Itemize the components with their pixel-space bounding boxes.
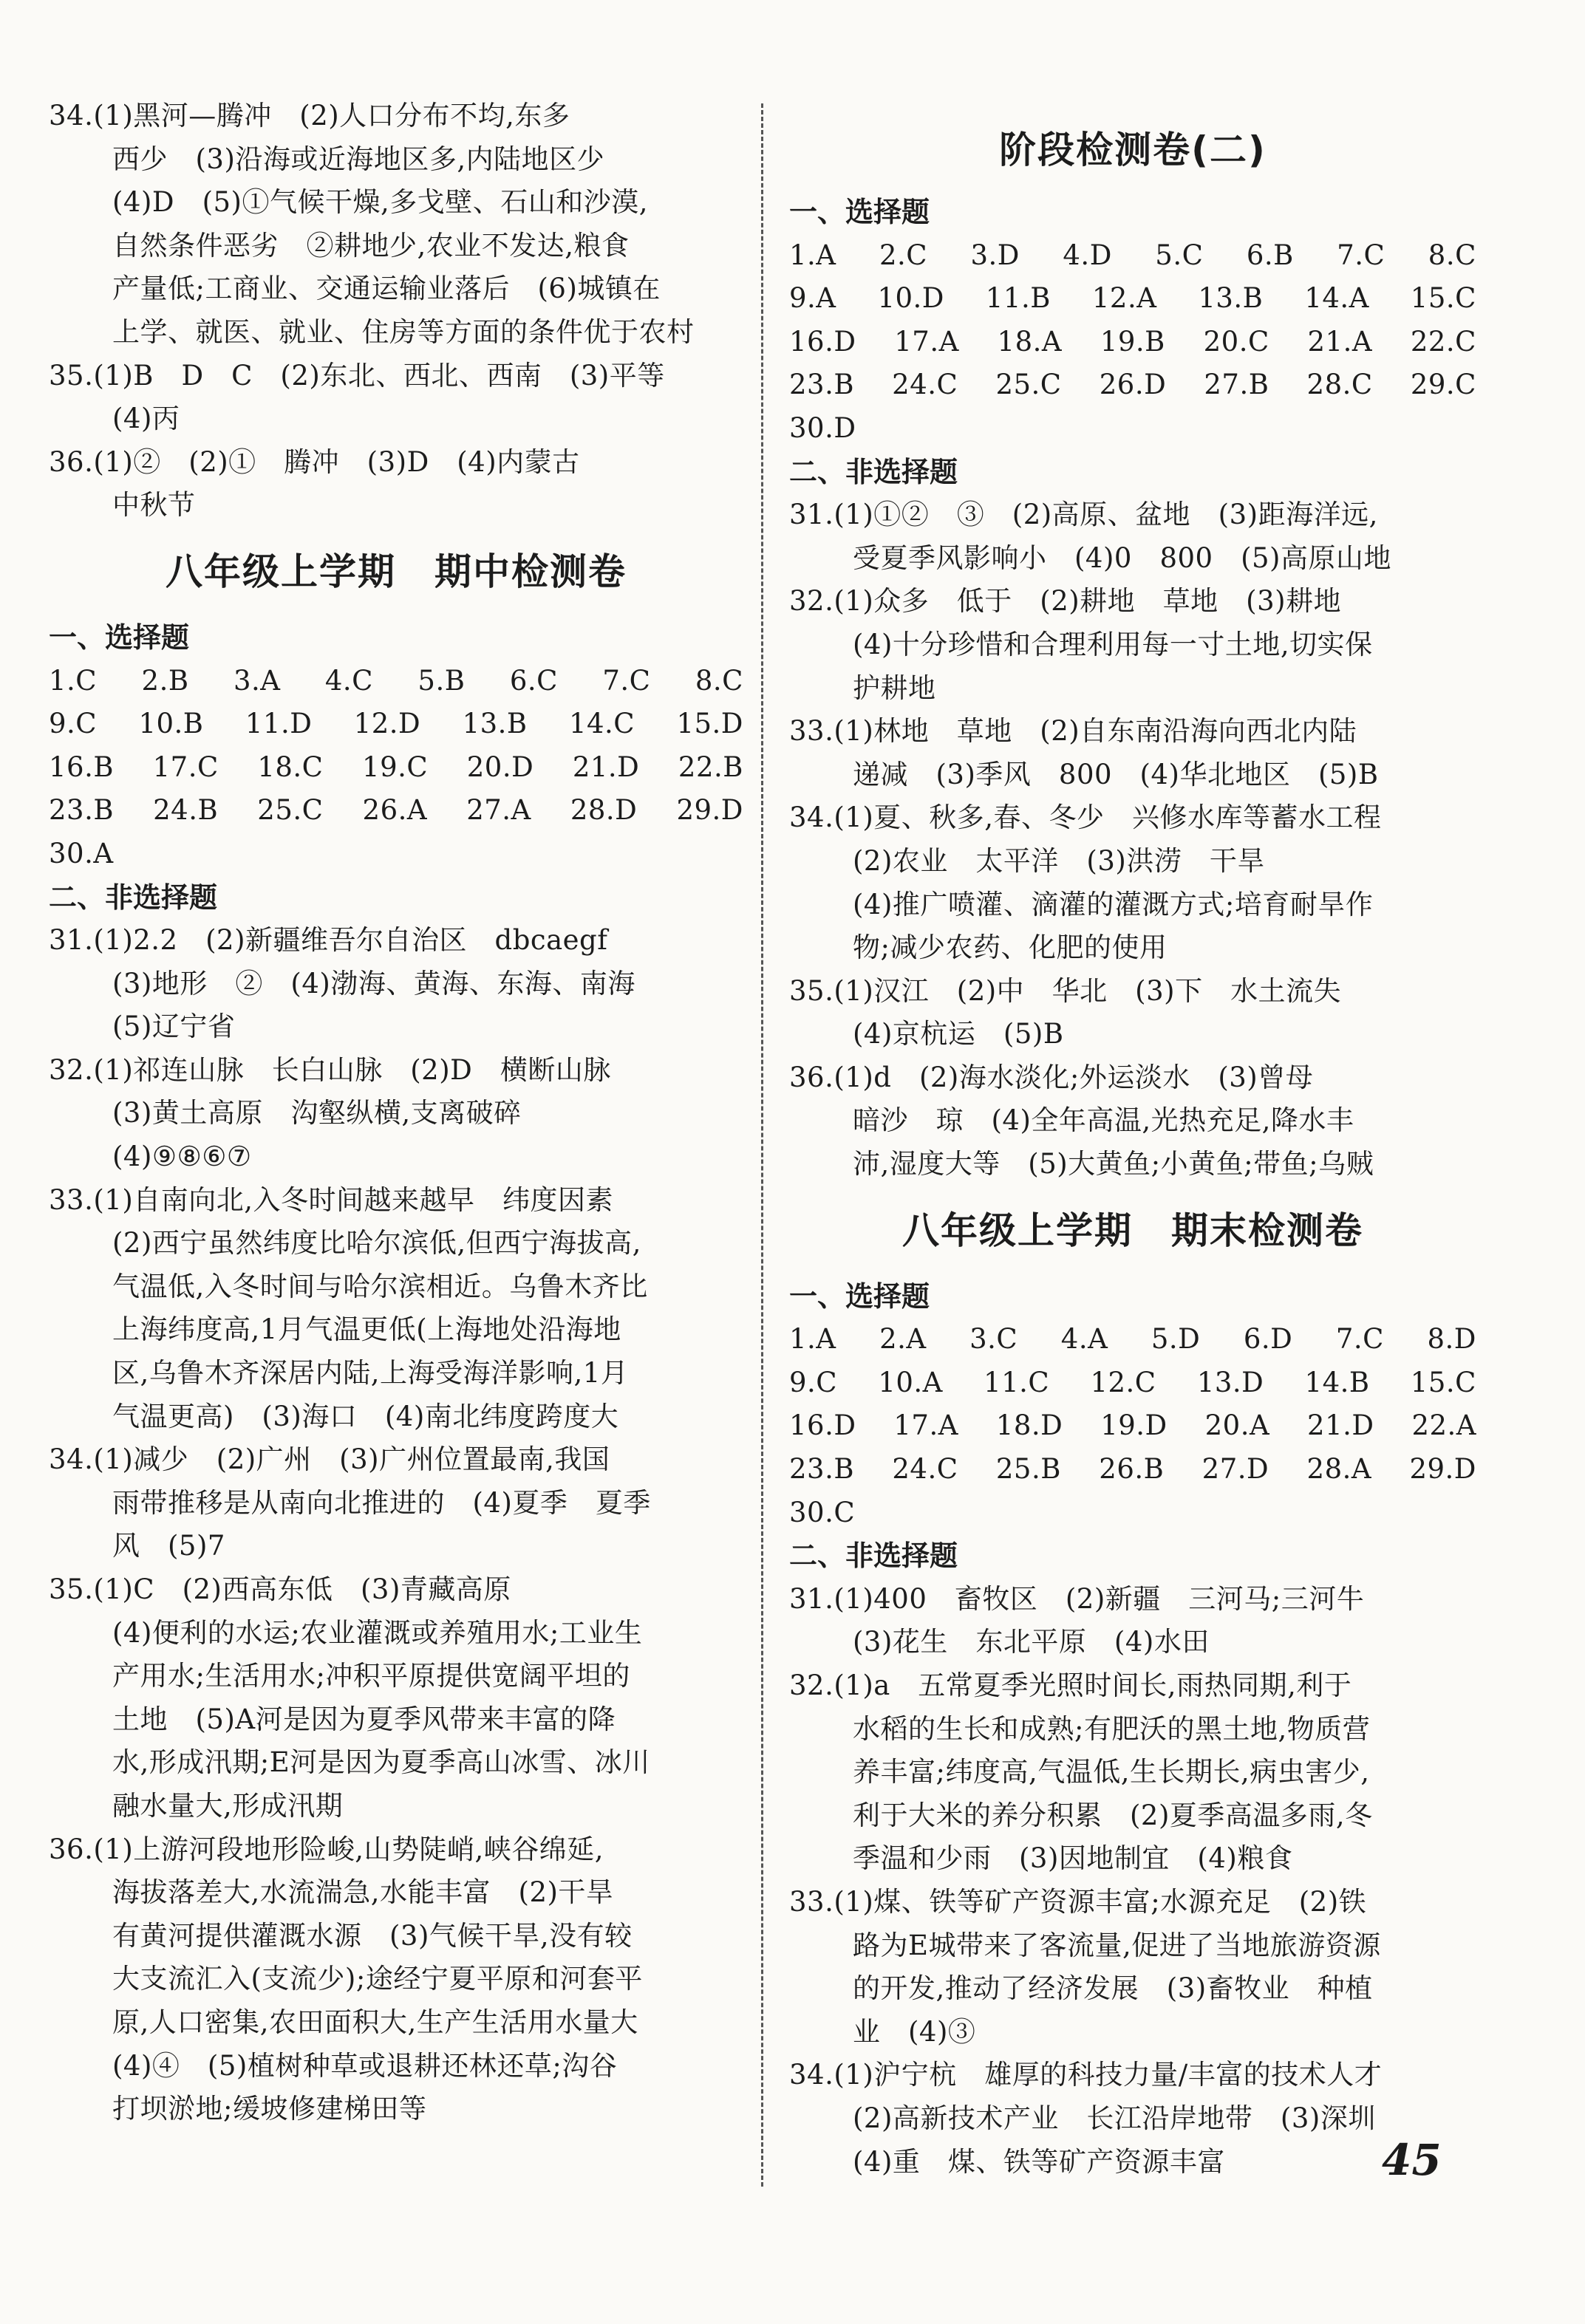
- mc-answer: 27.B: [1204, 369, 1269, 401]
- mc-answer: 13.B: [462, 708, 528, 740]
- mc-answer: 22.B: [678, 751, 743, 783]
- answer-block: [49, 919, 743, 2131]
- answer-line: 35.(1)B D C (2)东北、西北、西南 (3)平等: [49, 359, 665, 392]
- mc-answer: 5.B: [417, 664, 466, 697]
- mc-answer: 18.A: [997, 325, 1063, 358]
- answer-line: (2)高新技术产业 长江沿岸地带 (3)深圳: [853, 2102, 1376, 2134]
- mc-answer: 4.D: [1063, 239, 1112, 271]
- answer-line: 36.(1)d (2)海水淡化;外运淡水 (3)曾母: [789, 1061, 1314, 1093]
- mc-row: [49, 703, 743, 746]
- answer-block: [789, 1578, 1476, 2184]
- mc-answer: 21.D: [1307, 1409, 1374, 1442]
- mc-answer: 11.B: [985, 282, 1051, 315]
- mc-answer: 30.C: [789, 1496, 856, 1528]
- mc-answer: 10.D: [877, 282, 944, 315]
- answer-line: (4)便利的水运;农业灌溉或养殖用水;工业生: [112, 1616, 643, 1649]
- mc-row: [789, 321, 1476, 364]
- answer-line: 34.(1)沪宁杭 雄厚的科技力量/丰富的技术人才: [789, 2059, 1383, 2091]
- section-heading: 一、选择题: [789, 196, 930, 228]
- mc-row: [789, 1448, 1476, 1491]
- answer-line: 33.(1)煤、铁等矿产资源丰富;水源充足 (2)铁: [789, 1885, 1367, 1918]
- answer-block: [789, 493, 1476, 1186]
- mc-answer: 14.B: [1304, 1366, 1370, 1398]
- answer-line: (4)十分珍惜和合理利用每一寸土地,切实保: [853, 628, 1373, 660]
- answer-line: (5)辽宁省: [112, 1011, 236, 1043]
- mc-answer: 19.B: [1100, 325, 1165, 358]
- mc-answer: 13.B: [1198, 282, 1264, 315]
- mc-answer: 20.C: [1203, 325, 1269, 358]
- answer-line: 沛,湿度大等 (5)大黄鱼;小黄鱼;带鱼;乌贼: [853, 1148, 1374, 1180]
- answer-line: 受夏季风影响小 (4)0 800 (5)高原山地: [853, 541, 1391, 574]
- answer-line: (2)西宁虽然纬度比哈尔滨低,但西宁海拔高,: [112, 1227, 641, 1260]
- mc-row: [789, 234, 1476, 278]
- mc-row: [49, 660, 743, 703]
- mc-row: [49, 833, 743, 876]
- mc-answer: 3.D: [970, 239, 1020, 271]
- mc-answer: 26.B: [1099, 1453, 1165, 1486]
- answer-line: 气温低,入冬时间与哈尔滨相近。乌鲁木齐比: [112, 1270, 648, 1302]
- answer-line: 31.(1)①② ③ (2)高原、盆地 (3)距海洋远,: [789, 499, 1378, 531]
- mc-answer: 12.C: [1090, 1366, 1156, 1398]
- answer-line: 产量低;工商业、交通运输业落后 (6)城镇在: [112, 273, 661, 305]
- mc-answer: 1.A: [789, 239, 836, 271]
- answer-line: 物;减少农药、化肥的使用: [853, 932, 1168, 964]
- answer-line: 36.(1)② (2)① 腾冲 (3)D (4)内蒙古: [49, 445, 580, 478]
- answer-line: (2)农业 太平洋 (3)洪涝 干旱: [853, 844, 1265, 877]
- answer-line: 的开发,推动了经济发展 (3)畜牧业 种植: [853, 1972, 1373, 2005]
- mc-answer: 5.D: [1151, 1323, 1201, 1356]
- answer-line: (4)京杭运 (5)B: [853, 1018, 1064, 1050]
- section-heading: 一、选择题: [49, 621, 190, 654]
- mc-row: [789, 1491, 1476, 1535]
- mc-answer: 22.A: [1411, 1409, 1476, 1442]
- answer-line: 土地 (5)A河是因为夏季风带来丰富的降: [112, 1703, 616, 1735]
- mc-answer: 26.A: [362, 794, 428, 827]
- answer-line: 护耕地: [853, 671, 936, 704]
- mc-answer: 12.A: [1091, 282, 1157, 315]
- mc-answer: 6.B: [1246, 239, 1294, 271]
- mc-answer: 2.B: [141, 664, 189, 697]
- mc-answer: 17.C: [152, 751, 219, 783]
- answer-line: 季温和少雨 (3)因地制宜 (4)粮食: [853, 1842, 1293, 1875]
- mc-answer: 18.C: [257, 751, 324, 783]
- mc-answer: 1.C: [49, 664, 98, 697]
- mc-answer: 4.A: [1060, 1323, 1108, 1356]
- answer-line: 上学、就医、就业、住房等方面的条件优于农村: [112, 315, 695, 348]
- mc-answer: 30.D: [789, 411, 856, 444]
- answer-line: 西少 (3)沿海或近海地区多,内陆地区少: [112, 143, 605, 175]
- mc-answer: 15.C: [1410, 282, 1476, 315]
- mc-answer: 23.B: [789, 1453, 855, 1486]
- mc-answer: 15.C: [1410, 1366, 1476, 1398]
- mc-answer: 7.C: [1335, 1323, 1384, 1356]
- column-divider: [761, 103, 763, 2187]
- answer-line: 水稻的生长和成熟;有肥沃的黑土地,物质营: [853, 1712, 1371, 1745]
- mc-answer: 4.C: [324, 664, 373, 697]
- mc-answer: 13.D: [1196, 1366, 1264, 1398]
- answer-line: 海拔落差大,水流湍急,水能丰富 (2)干旱: [112, 1876, 614, 1909]
- answer-line: 34.(1)黑河—腾冲 (2)人口分布不均,东多: [49, 100, 570, 131]
- left-column: [49, 95, 743, 2131]
- answer-line: (4)丙: [112, 403, 180, 435]
- answer-line: 融水量大,形成汛期: [112, 1789, 344, 1822]
- mc-answer: 3.C: [969, 1323, 1018, 1356]
- answer-line: 路为E城带来了客流量,促进了当地旅游资源: [853, 1929, 1381, 1961]
- mc-answer: 29.C: [1410, 369, 1476, 401]
- answer-line: 产用水;生活用水;冲积平原提供宽阔平坦的: [112, 1660, 630, 1692]
- mc-answer: 25.C: [995, 369, 1062, 401]
- right-column: [789, 117, 1476, 2184]
- mc-answer: 28.A: [1306, 1453, 1372, 1486]
- mc-answer: 11.D: [245, 708, 313, 740]
- answer-line: 33.(1)林地 草地 (2)自东南沿海向西北内陆: [789, 715, 1357, 748]
- mc-answer: 21.D: [572, 751, 640, 783]
- mc-row: [789, 1318, 1476, 1361]
- mc-answer: 6.D: [1243, 1323, 1293, 1356]
- answer-line: 34.(1)夏、秋多,春、冬少 兴修水库等蓄水工程: [789, 802, 1382, 834]
- answer-line: 32.(1)a 五常夏季光照时间长,雨热同期,利于: [789, 1669, 1352, 1701]
- mc-answer: 30.A: [49, 837, 114, 869]
- mc-answer: 25.B: [995, 1453, 1061, 1486]
- section-heading: 二、非选择题: [789, 455, 958, 488]
- mc-answer: 19.C: [362, 751, 429, 783]
- mc-answer: 14.C: [568, 708, 635, 740]
- mc-answer: 5.C: [1155, 239, 1204, 271]
- answer-line: 上海纬度高,1月气温更低(上海地处沿海地: [112, 1313, 621, 1346]
- answer-line: 原,人口密集,农田面积大,生产生活用水量大: [112, 2006, 638, 2038]
- answer-line: 利于大米的养分积累 (2)夏季高温多雨,冬: [853, 1799, 1373, 1831]
- answer-line: 33.(1)自南向北,入冬时间越来越早 纬度因素: [49, 1183, 614, 1216]
- mc-answer: 3.A: [233, 664, 281, 697]
- answer-line: 35.(1)汉江 (2)中 华北 (3)下 水土流失: [789, 974, 1342, 1007]
- mc-answer: 28.D: [570, 794, 638, 827]
- answer-line: 气温更高) (3)海口 (4)南北纬度跨度大: [112, 1400, 619, 1432]
- mc-answer: 9.A: [789, 282, 836, 315]
- answer-line: (4)D (5)①气候干燥,多戈壁、石山和沙漠,: [112, 186, 649, 219]
- section-heading: 二、非选择题: [49, 881, 218, 914]
- mc-answer: 21.A: [1307, 325, 1373, 358]
- mc-row: [789, 1404, 1476, 1448]
- section-heading: 二、非选择题: [789, 1539, 958, 1573]
- mc-answer: 7.C: [602, 664, 651, 697]
- answer-line: 有黄河提供灌溉水源 (3)气候干旱,没有较: [112, 1919, 633, 1952]
- mc-answer: 15.D: [676, 708, 743, 740]
- mc-row: [789, 363, 1476, 407]
- answer-line: 业 (4)③: [853, 2015, 976, 2048]
- answer-line: 32.(1)众多 低于 (2)耕地 草地 (3)耕地: [789, 585, 1342, 618]
- answer-line: 打坝淤地;缓坡修建梯田等: [112, 2093, 427, 2125]
- answer-line: 31.(1)400 畜牧区 (2)新疆 三河马;三河牛: [789, 1582, 1365, 1615]
- multiple-choice-answers: [49, 660, 743, 876]
- mc-answer: 8.C: [695, 664, 743, 697]
- answer-line: 36.(1)上游河段地形险峻,山势陡峭,峡谷绵延,: [49, 1833, 604, 1865]
- answer-line: 34.(1)减少 (2)广州 (3)广州位置最南,我国: [49, 1443, 610, 1476]
- mc-answer: 29.D: [676, 794, 743, 827]
- mc-answer: 17.A: [894, 325, 959, 358]
- mc-row: [789, 1361, 1476, 1405]
- answer-line: (3)黄土高原 沟壑纵横,支离破碎: [112, 1097, 522, 1129]
- answer-line: (4)推广喷灌、滴灌的灌溉方式;培育耐旱作: [853, 888, 1374, 920]
- mc-row: [49, 746, 743, 790]
- mc-answer: 18.D: [995, 1409, 1063, 1442]
- mc-answer: 28.C: [1306, 369, 1373, 401]
- mc-answer: 12.D: [353, 708, 421, 740]
- mc-answer: 6.C: [509, 664, 558, 697]
- section-heading: 一、选择题: [789, 1279, 930, 1313]
- section-title: 八年级上学期 期末检测卷: [902, 1209, 1363, 1252]
- multiple-choice-answers: [789, 1318, 1476, 1534]
- mc-answer: 16.D: [789, 325, 856, 358]
- mc-answer: 14.A: [1304, 282, 1369, 315]
- mc-answer: 27.D: [1201, 1453, 1269, 1486]
- mc-answer: 16.D: [789, 1409, 856, 1442]
- mc-answer: 24.B: [153, 794, 219, 827]
- mc-row: [789, 407, 1476, 451]
- answer-line: (4)⑨⑧⑥⑦: [112, 1141, 252, 1173]
- multiple-choice-answers: [789, 234, 1476, 451]
- mc-answer: 23.B: [789, 369, 855, 401]
- answer-line: 自然条件恶劣 ②耕地少,农业不发达,粮食: [112, 229, 630, 262]
- answer-line: 大支流汇入(支流少);途经宁夏平原和河套平: [112, 1963, 643, 1995]
- answer-line: 35.(1)C (2)西高东低 (3)青藏高原: [49, 1573, 511, 1605]
- mc-answer: 2.A: [879, 1323, 927, 1356]
- section-title: 八年级上学期 期中检测卷: [166, 550, 627, 593]
- mc-answer: 7.C: [1337, 239, 1385, 271]
- mc-answer: 22.C: [1410, 325, 1476, 358]
- mc-answer: 29.D: [1409, 1453, 1476, 1486]
- section-title: 阶段检测卷(二): [999, 129, 1267, 171]
- mc-answer: 8.D: [1427, 1323, 1476, 1356]
- mc-answer: 10.B: [138, 708, 204, 740]
- mc-answer: 25.C: [257, 794, 324, 827]
- answer-line: 区,乌鲁木齐深居内陆,上海受海洋影响,1月: [112, 1357, 629, 1390]
- answer-block: [49, 95, 743, 527]
- mc-row: [49, 789, 743, 833]
- mc-answer: 9.C: [789, 1366, 838, 1398]
- mc-answer: 11.C: [984, 1366, 1050, 1398]
- page-number: 45: [1382, 2135, 1442, 2185]
- answer-line: 暗沙 琼 (4)全年高温,光热充足,降水丰: [853, 1104, 1354, 1137]
- mc-answer: 8.C: [1428, 239, 1476, 271]
- mc-answer: 10.A: [878, 1366, 943, 1398]
- answer-line: 养丰富;纬度高,气温低,生长期长,病虫害少,: [853, 1756, 1370, 1788]
- answer-line: 中秋节: [112, 489, 196, 522]
- answer-line: (4)④ (5)植树种草或退耕还林还草;沟谷: [112, 2049, 618, 2082]
- mc-answer: 16.B: [49, 751, 115, 783]
- mc-answer: 2.C: [879, 239, 928, 271]
- answer-line: 32.(1)祁连山脉 长白山脉 (2)D 横断山脉: [49, 1053, 611, 1086]
- answer-line: 水,形成汛期;E河是因为夏季高山冰雪、冰川: [112, 1746, 650, 1779]
- answer-line: 风 (5)7: [112, 1530, 225, 1562]
- answer-line: 雨带推移是从南向北推进的 (4)夏季 夏季: [112, 1486, 651, 1519]
- mc-row: [789, 277, 1476, 321]
- mc-answer: 9.C: [49, 708, 98, 740]
- mc-answer: 20.A: [1204, 1409, 1270, 1442]
- answer-line: (3)花生 东北平原 (4)水田: [853, 1626, 1210, 1658]
- answer-line: 递减 (3)季风 800 (4)华北地区 (5)B: [853, 758, 1379, 790]
- answer-line: (4)重 煤、铁等矿产资源丰富: [853, 2145, 1225, 2178]
- answer-line: 31.(1)2.2 (2)新疆维吾尔自治区 dbcaegf: [49, 924, 608, 957]
- mc-answer: 24.C: [892, 369, 958, 401]
- mc-answer: 23.B: [49, 794, 115, 827]
- mc-answer: 26.D: [1099, 369, 1167, 401]
- mc-answer: 24.C: [892, 1453, 958, 1486]
- mc-answer: 27.A: [466, 794, 531, 827]
- mc-answer: 20.D: [466, 751, 534, 783]
- mc-answer: 1.A: [789, 1323, 836, 1356]
- mc-answer: 17.A: [893, 1409, 958, 1442]
- answer-line: (3)地形 ② (4)渤海、黄海、东海、南海: [112, 967, 635, 999]
- mc-answer: 19.D: [1100, 1409, 1168, 1442]
